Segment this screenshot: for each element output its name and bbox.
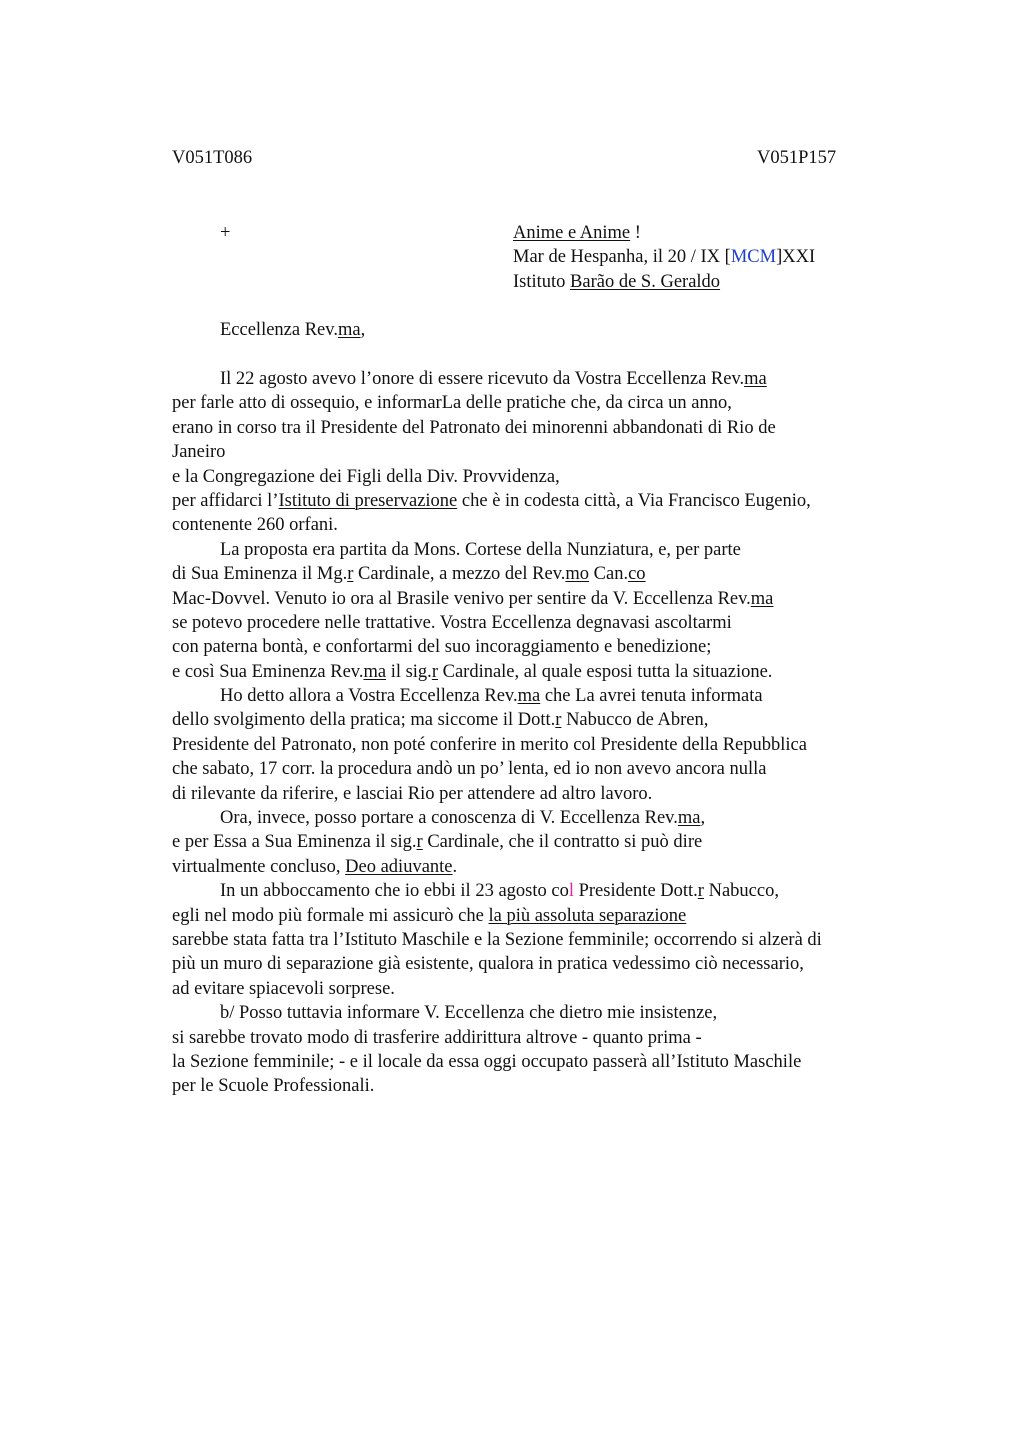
- body-line: La proposta era partita da Mons. Cortese della Nunziatura, e, per parte: [220, 539, 741, 560]
- body-line: contenente 260 orfani.: [172, 515, 338, 536]
- body-line: [172, 562, 912, 586]
- body-line: con paterna bontà, e confortarmi del suo incoraggiamento e benedizione;: [172, 637, 712, 658]
- text-run: dello svolgimento della pratica; ma siccome il Dott.: [172, 710, 556, 731]
- body-line: [172, 367, 912, 391]
- body-line: per le Scuole Professionali.: [172, 1076, 375, 1097]
- institute-prefix: Istituto: [513, 272, 571, 292]
- text-run: Mac-Dovvel. Venuto io ora al Brasile venivo per sentire da V. Eccellenza Rev.: [172, 588, 751, 609]
- text-run: e così Sua Eminenza Rev.: [172, 661, 364, 682]
- abbr-superscript: ma: [517, 686, 541, 707]
- motto: Anime e Anime: [513, 223, 631, 243]
- institute-line: [513, 270, 720, 294]
- body-line: [172, 830, 912, 854]
- body-line: [172, 879, 912, 903]
- text-run: Nabucco,: [703, 881, 779, 902]
- abbr-superscript: ma: [677, 808, 701, 829]
- text-run: che è in codesta città, a Via Francisco Eugenio,: [457, 490, 811, 511]
- abbr-superscript: r: [416, 832, 423, 853]
- text-run: e per Essa a Sua Eminenza il sig.: [172, 832, 417, 853]
- abbr-superscript: r: [555, 710, 562, 731]
- body-line: più un muro di separazione già esistente, qualora in pratica vedessimo ciò necessario,: [172, 954, 804, 975]
- text-run: Nabucco de Abren,: [561, 710, 709, 731]
- body-line: Janeiro: [172, 442, 226, 463]
- underlined-phrase: Deo adiuvante: [345, 856, 453, 877]
- body-line: [172, 806, 912, 830]
- body-line: e la Congregazione dei Figli della Div. Provvidenza,: [172, 466, 560, 487]
- body-line: [172, 489, 912, 513]
- abbr-superscript: r: [431, 661, 438, 682]
- body-line: per farle atto di ossequio, e informarLa delle pratiche che, da circa un anno,: [172, 393, 732, 414]
- text-run: Cardinale, che il contratto si può dire: [422, 832, 703, 853]
- body-line: se potevo procedere nelle trattative. Vostra Eccellenza degnavasi ascoltarmi: [172, 612, 732, 633]
- text-run: Ora, invece, posso portare a conoscenza di V. Eccellenza Rev.: [220, 808, 678, 829]
- text-run: per affidarci l’: [172, 490, 279, 511]
- salutation-abbr: ma: [337, 320, 361, 340]
- body-line: ad evitare spiacevoli sorprese.: [172, 978, 395, 999]
- text-run: egli nel modo più formale mi assicurò che: [172, 905, 489, 926]
- abbr-superscript: co: [628, 564, 646, 585]
- text-run: Cardinale, a mezzo del Rev.: [353, 564, 566, 585]
- body-line: [172, 587, 912, 611]
- body-line: [172, 660, 912, 684]
- header-right-code: V051P157: [757, 148, 837, 168]
- abbr-superscript: ma: [363, 661, 387, 682]
- place-date-suffix: ]XXI: [776, 247, 816, 267]
- text-run: il sig.: [386, 661, 432, 682]
- abbr-superscript: ma: [750, 588, 774, 609]
- text-run: di Sua Eminenza il Mg.: [172, 564, 348, 585]
- text-run: In un abboccamento che io ebbi il 23 agosto co: [220, 881, 569, 902]
- text-run: Ho detto allora a Vostra Eccellenza Rev.: [220, 686, 518, 707]
- body-line: [172, 684, 912, 708]
- abbr-superscript: ma: [744, 369, 767, 389]
- body-line: la Sezione femminile; - e il locale da essa oggi occupato passerà all’Istituto Maschile: [172, 1051, 802, 1072]
- institute-name: Barão de S. Geraldo: [570, 272, 721, 292]
- body-line: sarebbe stata fatta tra l’Istituto Maschile e la Sezione femminile; occorrendo si alzerà di: [172, 929, 822, 950]
- text-run: Il 22 agosto avevo l’onore di essere ricevuto da Vostra Eccellenza Rev.: [220, 369, 745, 389]
- text-run: Presidente Dott.: [573, 881, 698, 902]
- place-date-century: MCM: [730, 247, 777, 267]
- place-date-prefix: Mar de Hespanha, il 20 / IX [: [513, 247, 731, 267]
- underlined-phrase: la più assoluta separazione: [488, 905, 687, 926]
- abbr-superscript: r: [697, 881, 704, 902]
- body-line: erano in corso tra il Presidente del Patronato dei minorenni abbandonati di Rio de: [172, 417, 776, 438]
- text-run: ,: [700, 808, 706, 829]
- text-run: Can.: [589, 564, 629, 585]
- body-line: [172, 855, 912, 879]
- abbr-superscript: r: [347, 564, 354, 585]
- body-line: [172, 708, 912, 732]
- place-date-line: [513, 245, 815, 269]
- cross-symbol: +: [220, 223, 231, 243]
- text-run: .: [452, 856, 458, 877]
- body-line: Presidente del Patronato, non poté conferire in merito col Presidente della Repubblica: [172, 734, 807, 755]
- salutation: [220, 318, 365, 342]
- abbr-superscript: mo: [565, 564, 590, 585]
- body-line: b/ Posso tuttavia informare V. Eccellenza che dietro mie insistenze,: [220, 1003, 718, 1024]
- letter-body: [172, 367, 912, 1099]
- body-line: che sabato, 17 corr. la procedura andò un po’ lenta, ed io non avevo ancora nulla: [172, 759, 767, 780]
- salutation-punct: ,: [360, 320, 366, 340]
- motto-line: [513, 221, 641, 245]
- underlined-phrase: Istituto di preservazione: [278, 490, 458, 511]
- salutation-text: Eccellenza Rev.: [220, 320, 338, 340]
- header-left-code: V051T086: [172, 148, 253, 168]
- body-line: si sarebbe trovato modo di trasferire addirittura altrove - quanto prima -: [172, 1027, 702, 1048]
- motto-suffix: !: [630, 223, 641, 243]
- highlighted-letter: l: [568, 881, 574, 902]
- text-run: che La avrei tenuta informata: [540, 686, 763, 707]
- text-run: Cardinale, al quale esposi tutta la situazione.: [437, 661, 773, 682]
- body-line: di rilevante da riferire, e lasciai Rio per attendere ad altro lavoro.: [172, 783, 653, 804]
- body-line: [172, 904, 912, 928]
- text-run: virtualmente concluso,: [172, 856, 346, 877]
